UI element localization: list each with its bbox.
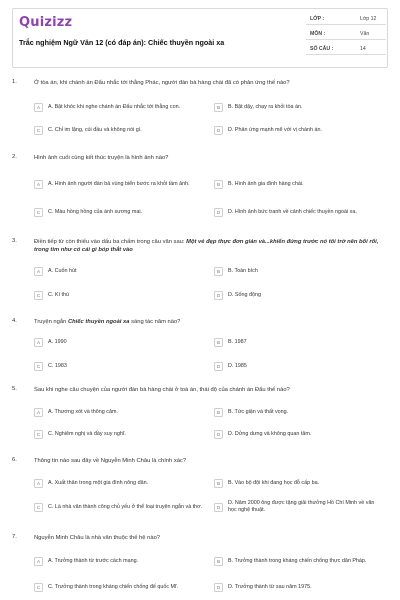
meta-divider (306, 24, 386, 25)
question-quote: Một vẻ đẹp thực đơn giản và...khiến đứng trước nó tôi trở nên bối rối, trong tim như có cái gì bóp thắt vào (34, 239, 379, 254)
option-d[interactable] (214, 203, 384, 221)
option-c[interactable] (34, 498, 204, 516)
option-text: B. Bật dậy, chạy ra khỏi tòa án. (228, 103, 303, 110)
option-text: A. Trưởng thành từ trước cách mạng. (48, 557, 139, 564)
option-b[interactable] (214, 175, 384, 193)
option-letter-badge: D (214, 291, 223, 300)
question-number: 5. (12, 386, 17, 392)
option-letter-badge: B (214, 338, 223, 347)
option-text: C. Màu hồng hồng của ánh sương mai. (48, 208, 143, 215)
worksheet-title: Trắc nghiệm Ngữ Văn 12 (có đáp án): Chiếc thuyền ngoài xa (19, 38, 225, 47)
option-text: D. Dửng dưng và không quan tâm. (228, 430, 312, 437)
option-b[interactable] (214, 98, 384, 116)
option-text: A. Cuốn hút (48, 267, 77, 274)
question-text: Hình ảnh cuối cùng kết thúc truyện là hình ảnh nào? (34, 155, 169, 161)
option-text: B. Tức giận và thất vọng. (228, 408, 289, 415)
meta-grade (306, 14, 386, 24)
option-letter-badge: D (214, 583, 223, 592)
option-text: A. Hình ảnh người đàn bà vùng biển bước ra khỏi tầm ảnh. (48, 180, 190, 187)
option-letter-badge: C (34, 503, 43, 512)
question-text-plain: Điền tiếp từ còn thiếu vào dấu ba chấm trong câu văn sau: (34, 239, 187, 245)
option-a[interactable] (34, 98, 204, 116)
question-text-plain: Truyện ngắn (34, 319, 68, 325)
option-letter-badge: C (34, 362, 43, 371)
question-number: 7. (12, 534, 17, 540)
option-letter-badge: D (214, 503, 223, 512)
question-number: 4. (12, 318, 17, 324)
option-text: D. Phản ứng mạnh mẽ với vị chánh án. (228, 126, 323, 133)
option-d[interactable] (214, 121, 384, 139)
option-text: A. Thương xót và thông cảm. (48, 408, 118, 415)
option-d[interactable] (214, 425, 384, 443)
option-c[interactable] (34, 357, 204, 375)
option-c[interactable] (34, 203, 204, 221)
option-letter-badge: A (34, 408, 43, 417)
option-letter-badge: B (214, 267, 223, 276)
option-text: A. 1990 (48, 338, 67, 345)
option-a[interactable] (34, 403, 204, 421)
option-c[interactable] (34, 425, 204, 443)
option-c[interactable] (34, 121, 204, 139)
option-letter-badge: D (214, 430, 223, 439)
option-c[interactable] (34, 286, 204, 304)
question-number: 1. (12, 79, 17, 85)
option-letter-badge: B (214, 408, 223, 417)
meta-divider (306, 54, 386, 55)
meta-question-count-label: SỐ CÂU : (310, 46, 334, 52)
option-letter-badge: C (34, 208, 43, 217)
question-number: 6. (12, 457, 17, 463)
option-c[interactable] (34, 578, 204, 596)
question-number: 3. (12, 238, 17, 244)
option-letter-badge: C (34, 583, 43, 592)
question-text (34, 318, 386, 326)
option-b[interactable] (214, 333, 384, 351)
option-letter-badge: A (34, 267, 43, 276)
option-letter-badge: B (214, 103, 223, 112)
option-text: A. Xuất thân trong một gia đình nông dân. (48, 479, 149, 486)
option-letter-badge: C (34, 430, 43, 439)
question-book-title: Chiếc thuyền ngoài xa (67, 319, 130, 325)
option-text: C. Chỉ im lặng, cúi đầu và không nói gì. (48, 126, 142, 133)
option-letter-badge: A (34, 479, 43, 488)
question-text: Nguyễn Minh Châu là nhà văn thuộc thế hệ nào? (34, 535, 161, 541)
option-text: C. Là nhà văn thành công chủ yếu ở thể loại truyện ngắn và thơ. (48, 503, 203, 510)
option-letter-badge: B (214, 479, 223, 488)
option-text: D. Trưởng thành từ sau năm 1975. (228, 583, 312, 590)
option-d[interactable] (214, 578, 384, 596)
meta-grade-value: Lớp 12 (360, 16, 377, 22)
option-letter-badge: A (34, 338, 43, 347)
option-d[interactable] (214, 357, 384, 375)
option-text: D. Năm 2000 ông được tặng giải thưởng Hồ Chí Minh về văn học nghệ thuật. (228, 500, 375, 513)
option-text: D. 1985 (228, 362, 247, 369)
option-a[interactable] (34, 552, 204, 570)
option-text: B. Toàn bích (228, 267, 258, 274)
option-text: D. Hình ảnh bức tranh về cảnh chiếc thuyền ngoài xa. (228, 208, 357, 215)
option-a[interactable] (34, 333, 204, 351)
meta-grade-label: LỚP : (310, 16, 325, 22)
option-b[interactable] (214, 474, 384, 492)
option-text: B. Trưởng thành trong kháng chiến chống thực dân Pháp. (228, 557, 367, 564)
option-text: B. Hình ảnh gia đình hàng chài. (228, 180, 304, 187)
question-text: Ở tòa án, khi chánh án Đẩu nhắc tới thằng Phác, người đàn bà hàng chài đã có phản ứng thế nào? (34, 80, 290, 86)
question-number: 2. (12, 154, 17, 160)
option-text: D. Sống động (228, 291, 261, 298)
option-text: C. Kì thú (48, 291, 69, 298)
question-text (34, 238, 386, 255)
option-letter-badge: D (214, 126, 223, 135)
question-text: Thông tin nào sau đây về Nguyễn Minh Châu là chính xác? (34, 458, 187, 464)
option-letter-badge: A (34, 103, 43, 112)
meta-subject (306, 29, 386, 39)
option-text: B. 1987 (228, 338, 247, 345)
option-text: C. Trưởng thành trong kháng chiến chống đế quốc Mĩ. (48, 583, 179, 590)
meta-subject-value: Văn (360, 31, 370, 37)
option-a[interactable] (34, 262, 204, 280)
option-letter-badge: A (34, 557, 43, 566)
option-text: C. Nghiêm nghị và đầy suy nghĩ. (48, 430, 126, 437)
option-letter-badge: D (214, 362, 223, 371)
option-letter-badge: C (34, 126, 43, 135)
meta-question-count-value: 14 (360, 46, 366, 52)
option-a[interactable] (34, 474, 204, 492)
option-b[interactable] (214, 403, 384, 421)
option-text: C. 1983 (48, 362, 67, 369)
meta-subject-label: MÔN : (310, 31, 326, 37)
option-text: A. Bật khóc khi nghe chánh án Đẩu nhắc tới thằng con. (48, 103, 181, 110)
question-text: Sau khi nghe câu chuyện của người đàn bà hàng chài ở toà án, thái độ của chánh án Đẩu thế nào? (34, 387, 290, 393)
option-letter-badge: A (34, 180, 43, 189)
option-text: B. Vào bộ đội khi đang học đỗ cấp ba. (228, 479, 320, 486)
option-b[interactable] (214, 552, 384, 570)
meta-divider (306, 39, 386, 40)
option-letter-badge: D (214, 208, 223, 217)
option-b[interactable] (214, 262, 384, 280)
option-letter-badge: B (214, 180, 223, 189)
question-text-tail: sáng tác năm nào? (129, 319, 181, 325)
option-d[interactable] (214, 286, 384, 304)
option-a[interactable] (34, 175, 204, 193)
option-letter-badge: B (214, 557, 223, 566)
meta-question-count (306, 44, 386, 54)
quizizz-logo: Quizizz (19, 15, 73, 30)
option-letter-badge: C (34, 291, 43, 300)
option-d[interactable] (214, 498, 384, 516)
